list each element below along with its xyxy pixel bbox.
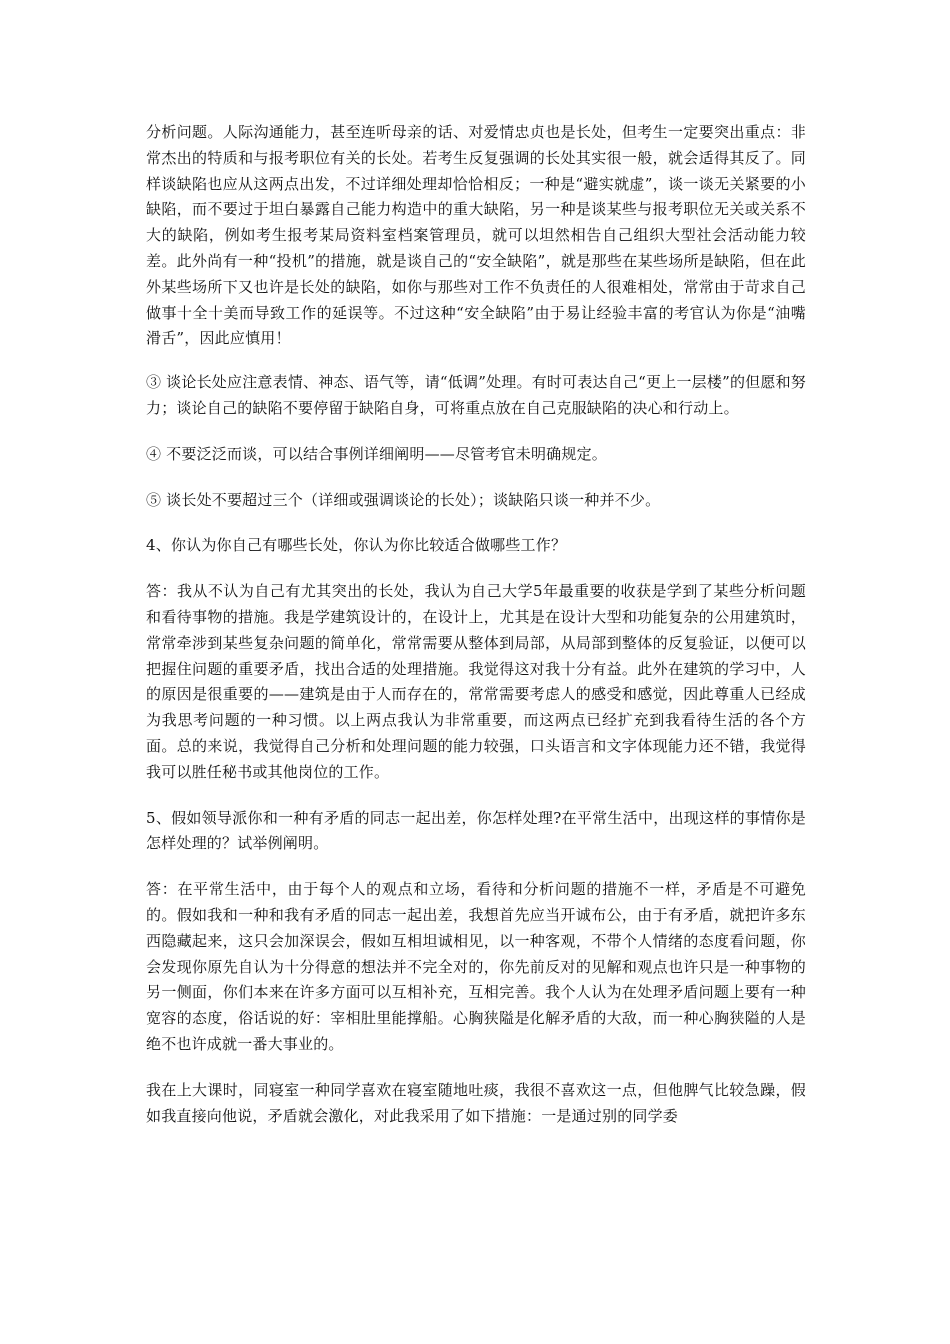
paragraph-tip-3: ③ 谈论长处应注意表情、神态、语气等，请“低调”处理。有时可表达自己“更上一层楼”的但愿和努力；谈论自己的缺陷不要停留于缺陷自身，可将重点放在自己克服缺陷的决心和行动上。 [146,373,806,417]
paragraph-tip-4: ④ 不要泛泛而谈，可以结合事例详细阐明——尽管考官未明确规定。 [146,444,607,463]
question-5: 5、假如领导派你和一种有矛盾的同志一起出差，你怎样处理?在平常生活中，出现这样的事情你是怎样处理的？试举例阐明。 [146,808,806,853]
answer-4: 答：我从不认为自己有尤其突出的长处，我认为自己大学5年最重要的收获是学到了某些分析问题和看待事物的措施。我是学建筑设计的，在设计上，尤其是在设计大型和功能复杂的公用建筑时，常常牵涉到某些复杂问题的简单化，常常需要从整体到局部，从局部到整体的反复验证，以便可以把握住问题的重要矛盾，找出合适的处理措施。我觉得这对我十分有益。此外在建筑的学习中，人的原因是很重要的——建筑是由于人而存在的，常常需要考虑人的感受和感觉，因此尊重人已经成为我思考问题的一种习惯。以上两点我认为非常重要，而这两点已经扩充到我看待生活的各个方面。总的来说，我觉得自己分析和处理问题的能力较强，口头语言和文字体现能力还不错，我觉得我可以胜任秘书或其他岗位的工作。 [146,582,806,781]
document-page [146,120,806,1129]
question-4: 4、你认为你自己有哪些长处，你认为你比较适合做哪些工作？ [146,536,567,555]
answer-5-example: 我在上大课时，同寝室一种同学喜欢在寝室随地吐痰，我很不喜欢这一点，但他脾气比较急躁，假如我直接向他说，矛盾就会激化，对此我采用了如下措施：一是通过别的同学委 [146,1080,806,1125]
answer-5: 答：在平常生活中，由于每个人的观点和立场，看待和分析问题的措施不一样，矛盾是不可避免的。假如我和一种和我有矛盾的同志一起出差，我想首先应当开诚布公，由于有矛盾，就把许多东西隐藏起来，这只会加深误会，假如互相坦诚相见，以一种客观，不带个人情绪的态度看问题，你会发现你原先自认为十分得意的想法并不完全对的，你先前反对的见解和观点也许只是一种事物的另一侧面，你们本来在许多方面可以互相补充，互相完善。我个人认为在处理矛盾问题上要有一种宽容的态度，俗话说的好：宰相肚里能撑船。心胸狭隘是化解矛盾的大敌，而一种心胸狭隘的人是绝不也许成就一番大事业的。 [146,880,806,1053]
paragraph-tip-5: ⑤ 谈长处不要超过三个（详细或强调谈论的长处）；谈缺陷只谈一种并不少。 [146,490,661,509]
paragraph-strengths-weaknesses-analysis: 分析问题。人际沟通能力，甚至连听母亲的话、对爱情忠贞也是长处，但考生一定要突出重点：非常杰出的特质和与报考职位有关的长处。若考生反复强调的长处其实很一般，就会适得其反了。同样谈缺陷也应从这两点出发，不过详细处理却恰恰相反；一种是“避实就虚”，谈一谈无关紧要的小缺陷，而不要过于坦白暴露自己能力构造中的重大缺陷，另一种是谈某些与报考职位无关或关系不大的缺陷，例如考生报考某局资料室档案管理员，就可以坦然相告自己组织大型社会活动能力较差。此外尚有一种“投机”的措施，就是谈自己的“安全缺陷”，就是那些在某些场所是缺陷，但在此外某些场所下又也许是长处的缺陷，如你与那些对工作不负责任的人很难相处，常常由于苛求自己做事十全十美而导致工作的延误等。不过这种“安全缺陷”由于易让经验丰富的考官认为你是“油嘴滑舌”，因此应慎用！ [146,123,806,348]
